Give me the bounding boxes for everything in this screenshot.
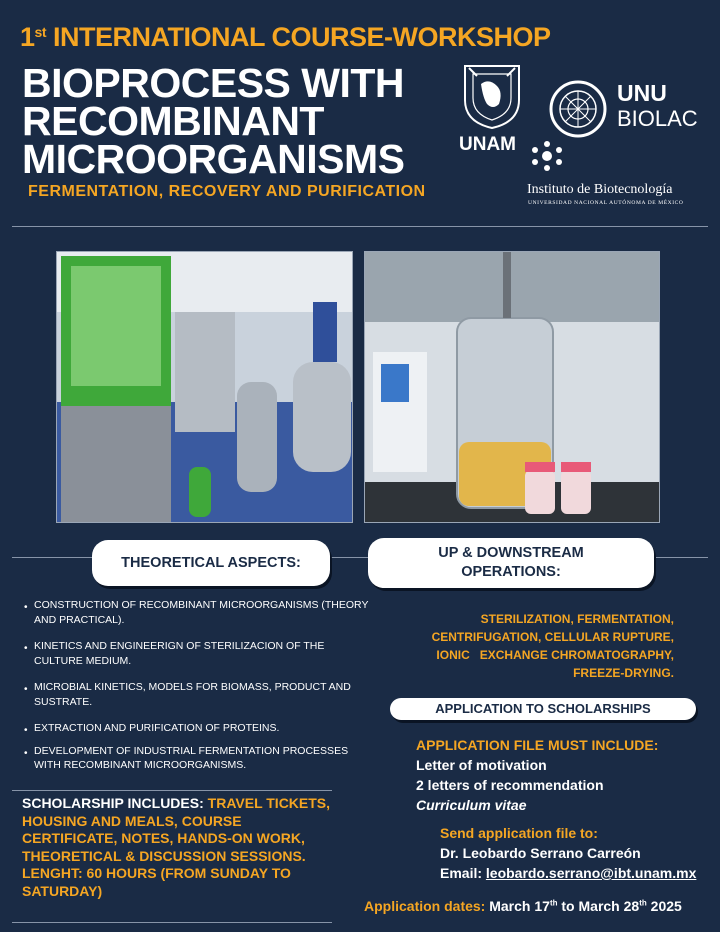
title-line-1: BIOPROCESS WITH [22,60,405,106]
scholarship-body: TRAVEL TICKETS, HOUSING AND MEALS, COURSE CERTIFICATE, NOTES, HANDS-ON WORK, THEORETICAL & DISCUSSION SESSIONS. [22,795,331,864]
email-label: Email: [440,865,486,881]
operations-line-2: CENTRIFUGATION, CELLULAR RUPTURE, [431,630,674,644]
page-subtitle: FERMENTATION, RECOVERY AND PURIFICATION [28,183,426,200]
scholarship-label: SCHOLARSHIP INCLUDES: [22,795,208,811]
dates-label: Application dates: [364,898,490,914]
send-application [440,823,696,883]
operations-heading-line-1: UP & DOWNSTREAM [438,545,584,561]
requirement-item: Letter of motivation [416,757,547,773]
email-link[interactable]: leobardo.serrano@ibt.unam.mx [485,865,697,881]
requirement-item: Curriculum vitae [416,797,527,813]
requirement-item: 2 letters of recommendation [416,777,604,793]
lab-equipment-image [57,252,353,523]
application-dates [364,898,682,914]
un-emblem-icon [547,78,609,140]
divider-scholarship-bottom [12,922,332,923]
divider-scholarship-top [12,790,332,791]
bioreactor-photo-right [364,251,660,523]
theoretical-aspects-heading: THEORETICAL ASPECTS: [92,540,330,586]
date-end: to March 28 [557,898,640,914]
operations-line-3: IONIC EXCHANGE CHROMATOGRAPHY, [436,648,674,662]
operations-list [420,610,674,682]
list-item: • CONSTRUCTION OF RECOMBINANT MICROORGANISMS (THEORY AND PRACTICAL). [24,598,369,627]
list-item: • KINETICS AND ENGINEERIGN OF STERILIZACION OF THE CULTURE MEDIUM. [24,639,369,668]
ibt-subtitle: UNIVERSIDAD NACIONAL AUTÓNOMA DE MÉXICO [528,200,684,206]
edition-number: 1 [20,22,35,52]
contact-email [440,863,696,883]
scholarship-includes [22,795,332,900]
edition-suffix: st [34,24,46,40]
ibt-star-icon [529,140,565,172]
logos-panel [455,58,705,218]
date-end-suffix: th [639,898,647,908]
list-item: • EXTRACTION AND PURIFICATION OF PROTEINS. [24,721,369,736]
date-year: 2025 [646,898,682,914]
operations-line-4: FREEZE-DRYING. [573,666,674,680]
unam-seal-icon [459,60,525,130]
title-line-3: MICROORGANISMS [22,136,405,182]
date-start-suffix: th [549,898,558,908]
ibt-name: Instituto de Biotecnología [527,182,673,197]
operations-line-1: STERILIZATION, FERMENTATION, [480,612,674,626]
list-item: • DEVELOPMENT OF INDUSTRIAL FERMENTATION PROCESSES WITH RECOMBINANT MICROORGANISMS. [24,744,369,773]
bioreactor-photo-left [56,251,353,523]
title-line-2: RECOMBINANT [22,98,324,144]
send-title: Send application file to: [440,825,598,841]
scholarship-length: LENGHT: 60 HOURS (FROM SUNDAY TO SATURDAY) [22,865,291,899]
unu-label: UNU [617,80,667,106]
unam-label: UNAM [459,134,516,155]
must-include-heading: APPLICATION FILE MUST INCLUDE: [416,737,659,753]
operations-heading-line-2: OPERATIONS: [461,564,561,580]
edition-rest: INTERNATIONAL COURSE-WORKSHOP [45,22,551,52]
page-title [22,60,442,182]
operations-heading [368,538,654,588]
divider-top [12,226,708,227]
edition-heading [20,22,550,53]
fermenter-image [365,252,660,523]
application-requirements [416,735,658,815]
theoretical-list [24,598,369,785]
biolac-label: BIOLAC [617,106,698,131]
contact-name: Dr. Leobardo Serrano Carreón [440,845,641,861]
scholarship-application-heading: APPLICATION TO SCHOLARSHIPS [390,698,696,720]
date-start: March 17 [489,898,550,914]
list-item: • MICROBIAL KINETICS, MODELS FOR BIOMASS, PRODUCT AND SUSTRATE. [24,680,369,709]
